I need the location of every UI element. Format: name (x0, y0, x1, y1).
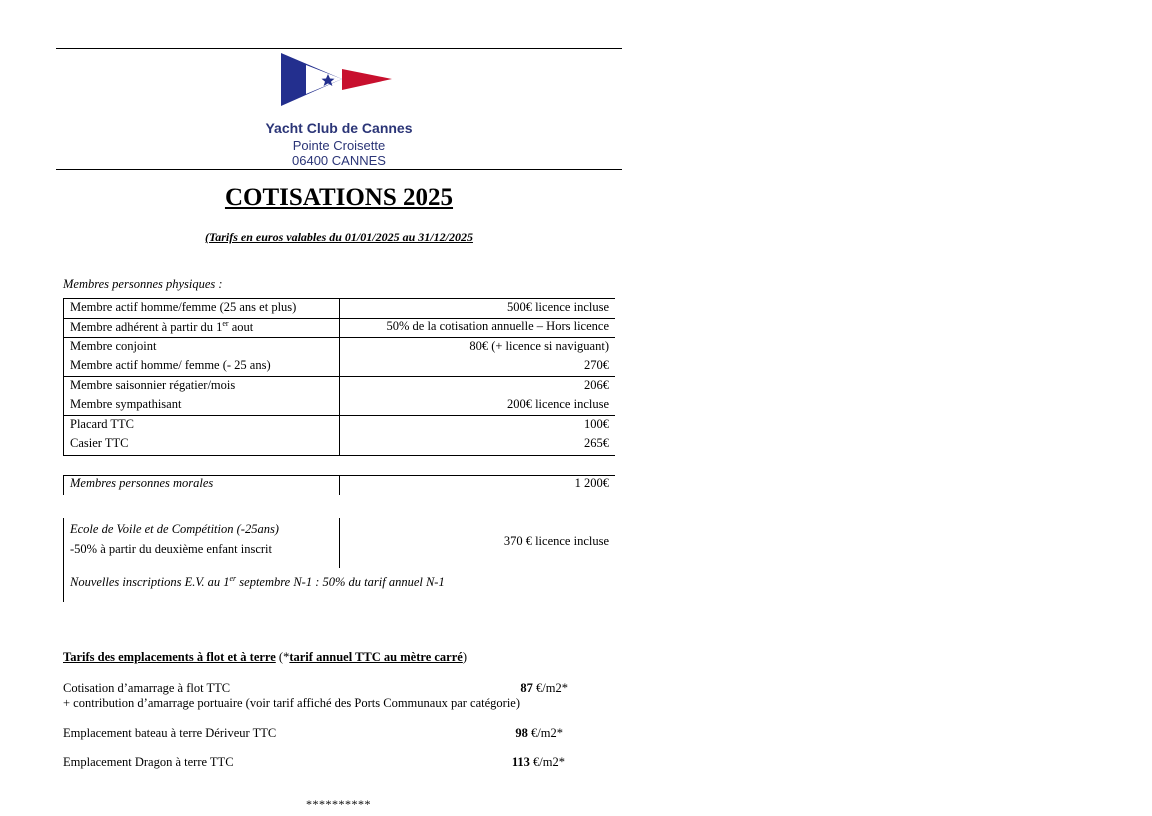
table-row (63, 298, 615, 317)
moral-members-value: 1 200€ (574, 476, 609, 490)
physical-members-label: Membres personnes physiques : (63, 277, 223, 291)
row-value: 200€ licence incluse (506, 397, 609, 411)
mooring-item-note: + contribution d’amarrage portuaire (voir tarif affiché des Ports Communaux par catégorie) (63, 696, 521, 710)
mooring-item-price: 98 €/m2* (515, 726, 563, 740)
table-row (63, 376, 615, 395)
row-value: 265€ (584, 436, 609, 450)
school-label: Ecole de Voile et de Compétition (-25ans) (70, 522, 279, 536)
row-value: 500€ licence incluse (506, 300, 609, 314)
club-city: 06400 CANNES (292, 153, 386, 168)
table-row (63, 317, 615, 336)
mooring-item-price: 113 €/m2* (511, 755, 565, 769)
row-label: Membre saisonnier régatier/mois (70, 378, 236, 392)
pennant-flag-icon (280, 52, 396, 110)
footer-separator: ********** (306, 797, 371, 811)
table-row (63, 356, 615, 375)
club-name: Yacht Club de Cannes (265, 120, 413, 136)
row-value: 80€ (+ licence si naviguant) (469, 339, 609, 353)
table-row (63, 434, 615, 453)
table-rule (63, 455, 615, 456)
club-address: Pointe Croisette (292, 138, 386, 153)
row-label: Membre actif homme/femme (25 ans et plus) (70, 300, 297, 314)
school-note: Nouvelles inscriptions E.V. au 1er septembre N-1 : 50% du tarif annuel N-1 (70, 574, 445, 590)
table-row (63, 474, 615, 493)
page-subtitle: (Tarifs en euros valables du 01/01/2025 au 31/12/2025 (205, 230, 473, 244)
row-value: 270€ (584, 358, 609, 372)
row-label: Placard TTC (70, 417, 134, 431)
school-value: 370 € licence incluse (503, 534, 609, 548)
moorings-heading: Tarifs des emplacements à flot et à terre (*tarif annuel TTC au mètre carré) (63, 650, 467, 664)
table-row (63, 337, 615, 356)
school-column-divider (339, 518, 340, 568)
school-border-left (63, 518, 64, 602)
moral-members-label: Membres personnes morales (70, 476, 214, 490)
row-label: Membre actif homme/ femme (- 25 ans) (70, 358, 271, 372)
row-value: 206€ (584, 378, 609, 392)
row-label: Membre adhérent à partir du 1er aout (70, 319, 254, 335)
mooring-item-price: 87 €/m2* (520, 681, 568, 695)
page-title: COTISATIONS 2025 (224, 184, 454, 211)
mooring-item-label: Emplacement bateau à terre Dériveur TTC (63, 726, 277, 740)
table-row (63, 395, 615, 414)
table-row (63, 415, 615, 434)
header-bottom-rule (56, 169, 622, 170)
mooring-item-label: Cotisation d’amarrage à flot TTC (63, 681, 231, 695)
row-label: Membre sympathisant (70, 397, 182, 411)
row-label: Casier TTC (70, 436, 129, 450)
row-label: Membre conjoint (70, 339, 157, 353)
mooring-item-label: Emplacement Dragon à terre TTC (63, 755, 234, 769)
header-top-rule (56, 48, 622, 49)
school-discount: -50% à partir du deuxième enfant inscrit (70, 542, 273, 556)
row-value: 100€ (584, 417, 609, 431)
pennant-red-tail (342, 69, 392, 90)
row-value: 50% de la cotisation annuelle – Hors licence (386, 319, 609, 333)
